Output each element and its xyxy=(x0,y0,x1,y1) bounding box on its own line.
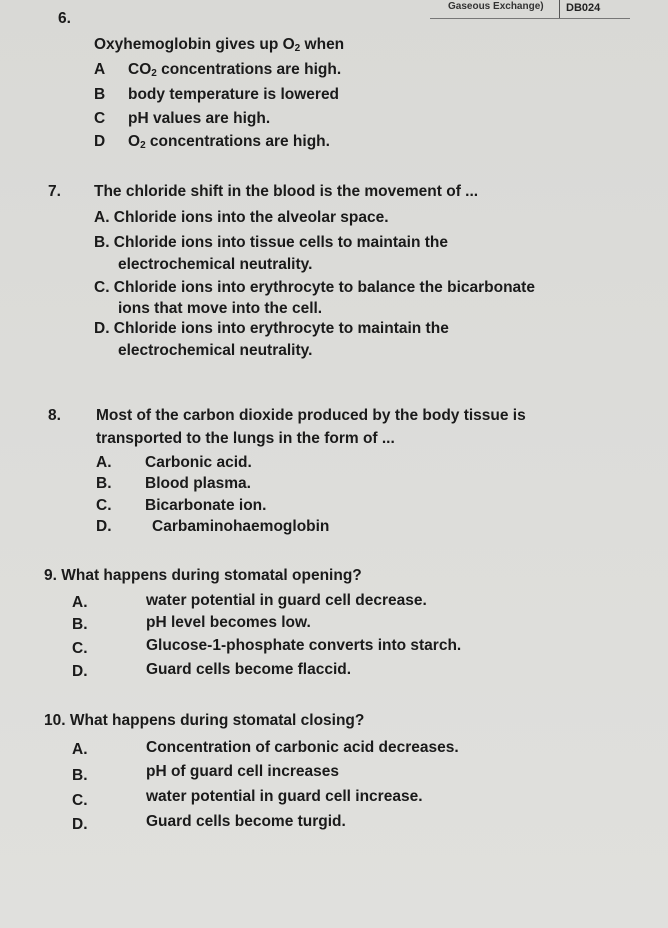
q8-option-b-letter: B. xyxy=(96,475,112,492)
q7-option-b-line1: B. Chloride ions into tissue cells to maintain the xyxy=(94,234,448,251)
q6-option-b-text: body temperature is lowered xyxy=(128,86,340,103)
q6-option-a-letter: A xyxy=(94,61,106,78)
q10-stem: 10. What happens during stomatal closing? xyxy=(44,712,365,729)
q9-option-a-text: water potential in guard cell decrease. xyxy=(146,592,427,609)
q10-option-d-text: Guard cells become turgid. xyxy=(146,813,346,830)
q9-option-b-letter: B. xyxy=(72,616,88,633)
header-topic: Gaseous Exchange) xyxy=(448,1,544,12)
q10-option-c-text: water potential in guard cell increase. xyxy=(146,788,423,805)
q10-option-d-letter: D. xyxy=(72,816,88,833)
q10-option-a-text: Concentration of carbonic acid decreases. xyxy=(146,739,459,756)
q10-option-a-letter: A. xyxy=(72,741,88,758)
q6-number: 6. xyxy=(58,10,71,27)
q7-option-a: A. Chloride ions into the alveolar space. xyxy=(94,209,389,226)
q10-option-c-letter: C. xyxy=(72,792,88,809)
q7-option-b-line2: electrochemical neutrality. xyxy=(118,256,313,273)
q6-option-c-letter: C xyxy=(94,110,106,127)
q8-number: 8. xyxy=(48,407,61,424)
q8-stem-line1: Most of the carbon dioxide produced by the body tissue is xyxy=(96,407,526,424)
q7-option-d-line2: electrochemical neutrality. xyxy=(118,342,313,359)
q8-option-b-text: Blood plasma. xyxy=(145,475,251,492)
q7-option-c-line2: ions that move into the cell. xyxy=(118,300,323,317)
header-divider xyxy=(559,0,560,18)
q10-option-b-letter: B. xyxy=(72,767,88,784)
q7-number: 7. xyxy=(48,183,61,200)
q6-option-b-letter: B xyxy=(94,86,106,103)
q6-stem: Oxyhemoglobin gives up $O_2$ when xyxy=(94,36,345,54)
q8-stem-line2: transported to the lungs in the form of ... xyxy=(96,430,395,447)
q9-option-c-letter: C. xyxy=(72,640,88,657)
header-rule xyxy=(430,18,630,19)
q6-option-d-letter: D xyxy=(94,133,106,150)
q7-stem: The chloride shift in the blood is the movement of ... xyxy=(94,183,479,200)
header-code: DB024 xyxy=(566,2,601,14)
q6-option-d-text: $O_2$ concentrations are high. xyxy=(128,133,330,151)
q9-option-d-letter: D. xyxy=(72,663,88,680)
q9-option-a-letter: A. xyxy=(72,594,88,611)
q8-option-d-letter: D. xyxy=(96,518,112,535)
q9-stem: 9. What happens during stomatal opening? xyxy=(44,567,362,584)
q9-option-d-text: Guard cells become flaccid. xyxy=(146,661,352,678)
q6-option-c-text: pH values are high. xyxy=(128,110,271,127)
q10-option-b-text: pH of guard cell increases xyxy=(146,763,339,780)
q7-option-c-line1: C. Chloride ions into erythrocyte to balance the bicarbonate xyxy=(94,279,535,296)
q9-option-c-text: Glucose-1-phosphate converts into starch. xyxy=(146,637,462,654)
q8-option-d-text: Carbaminohaemoglobin xyxy=(152,518,330,535)
q8-option-a-text: Carbonic acid. xyxy=(145,454,252,471)
q9-option-b-text: pH level becomes low. xyxy=(146,614,311,631)
q6-option-a-text: $CO_2$ concentrations are high. xyxy=(128,61,342,79)
q8-option-c-letter: C. xyxy=(96,497,112,514)
q7-option-d-line1: D. Chloride ions into erythrocyte to maintain the xyxy=(94,320,449,337)
q8-option-c-text: Bicarbonate ion. xyxy=(145,497,267,514)
q8-option-a-letter: A. xyxy=(96,454,112,471)
page-header xyxy=(0,0,668,24)
